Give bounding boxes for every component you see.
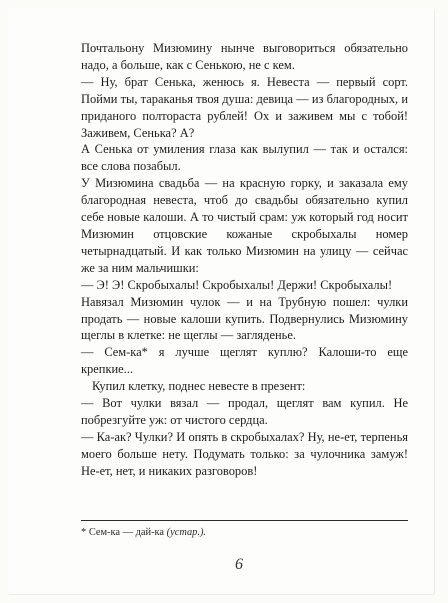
- paragraph-2: — Ну, брат Сенька, женюсь я. Невеста — первый сорт. Пойми ты, тараканья твоя душа: девица — из благородных, и приданого полтораста рублей! Ох и заживем мы с тобой! Заживем, Сенька? А?: [81, 74, 408, 140]
- paragraph-6: Навязал Мизюмин чулок — и на Трубную пошел: чулки продать — новые калоши купить. Подвернулись Мизюмину щеглы в клетке: не щеглы — загляденье.: [81, 294, 408, 343]
- paragraph-1: Почтальону Мизюмину нынче выговориться обязательно надо, а больше, как с Сенькою, не с кем.: [81, 41, 408, 72]
- footnote-note: (устар.).: [166, 527, 207, 538]
- paragraph-4: У Мизюмина свадьба — на красную горку, и заказала ему благородная невеста, чтоб до свадьбы обязательно купил себе новые калоши. А то чистый срам: уж который год носит Мизюмин отцовские кожаные скробыхалы номер четырнадцатый. И как только Мизюмин на улицу — сейчас же за ним мальчишки:: [81, 176, 408, 275]
- paragraph-5: — Э! Э! Скробыхалы! Скробыхалы! Держи! Скробыхалы!: [81, 277, 393, 292]
- footnote: [81, 526, 408, 540]
- body-text: [81, 40, 408, 480]
- paragraph-7: — Сем-ка* я лучше щеглят куплю? Калоши-то еще крепкие...: [81, 345, 408, 377]
- paragraph-10: — Ка-ак? Чулки? И опять в скробыхалах? Ну, не-ет, терпенья моего больше нету. Подумать только: за чулочника замуж! Не-ет, нет, и никаких разговоров!: [81, 429, 408, 478]
- footnote-marker: *: [81, 527, 87, 538]
- footnote-rule: [81, 520, 408, 521]
- paragraph-9: — Вот чулки вязал — продал, щеглят вам купил. Не побрезгуйте уж: от чистого сердца.: [81, 396, 408, 427]
- page-number: 6: [235, 556, 243, 573]
- paragraph-3: А Сенька от умиления глаза как вылупил — так и остался: все слова позабыл.: [81, 142, 408, 174]
- paragraph-8: Купил клетку, поднес невесте в презент:: [92, 379, 306, 394]
- footnote-text: Сем-ка — дай-ка: [88, 527, 165, 538]
